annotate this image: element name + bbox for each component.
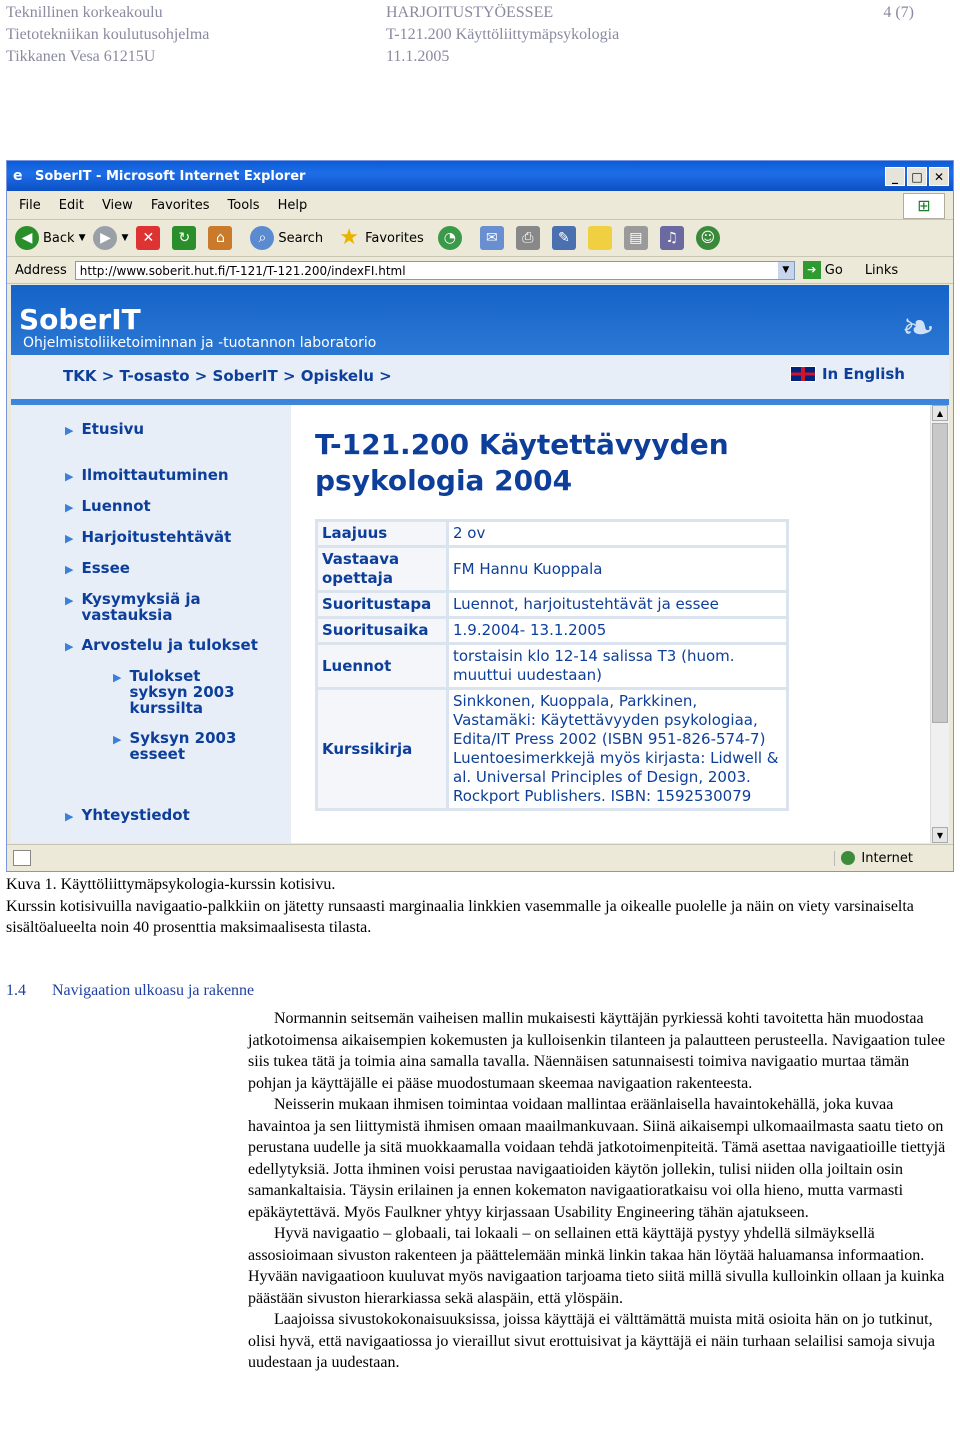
- table-row: [318, 690, 786, 808]
- page-icon: [13, 850, 31, 866]
- mail-button[interactable]: [480, 226, 508, 250]
- arrow-right-icon: ▶: [65, 532, 74, 545]
- breadcrumb-bar: [11, 355, 949, 399]
- sidebar-item-kysymyksia[interactable]: [65, 591, 235, 623]
- info-key: Suoritustapa: [318, 593, 446, 616]
- info-value: FM Hannu Kuoppala: [449, 548, 786, 590]
- media-icon: ♫: [660, 226, 684, 250]
- history-icon: ◔: [438, 226, 462, 250]
- nav-label: Etusivu: [81, 420, 145, 438]
- menu-file[interactable]: File: [19, 197, 41, 213]
- window-titlebar: [7, 161, 953, 191]
- sidebar-item-luennot[interactable]: [65, 498, 151, 514]
- book-extra: Luentoesimerkkejä myös kirjasta: Lidwell & al. Universal Principles of Design, 2003. Rockport Publishers. ISBN: 1592530079: [453, 749, 779, 805]
- main-content: [291, 405, 931, 843]
- course-title: [315, 427, 729, 499]
- header-date: 11.1.2005: [386, 48, 450, 65]
- site-banner: [11, 285, 949, 405]
- research-icon: ▤: [624, 226, 648, 250]
- search-icon: ⌕: [250, 226, 274, 250]
- section-heading: [6, 982, 254, 1000]
- go-button[interactable]: [803, 261, 843, 279]
- links-button[interactable]: Links: [864, 262, 899, 278]
- table-row: [318, 548, 786, 590]
- note-icon: [588, 226, 612, 250]
- uk-flag-icon: [790, 366, 816, 382]
- address-bar: [7, 257, 953, 284]
- nav-label: Kysymyksiä ja vastauksia: [81, 590, 201, 624]
- refresh-button[interactable]: [172, 226, 200, 250]
- arrow-right-icon: ▶: [65, 501, 74, 514]
- info-key: Suoritusaika: [318, 619, 446, 642]
- section-title: Navigaation ulkoasu ja rakenne: [52, 982, 255, 999]
- sidebar-item-ilmoittautuminen[interactable]: [65, 467, 229, 483]
- section-body: [248, 1008, 956, 1374]
- in-english-link[interactable]: [790, 365, 905, 383]
- window-title: SoberIT - Microsoft Internet Explorer: [35, 168, 306, 184]
- back-arrow-icon: ◀: [15, 226, 39, 250]
- star-icon: ★: [339, 225, 359, 250]
- go-label: Go: [824, 262, 843, 278]
- info-key: Kurssikirja: [318, 690, 446, 808]
- page-header: [6, 2, 954, 68]
- page-viewport: [11, 285, 949, 843]
- forward-arrow-icon: ▶: [93, 226, 117, 250]
- course-info-table: [315, 519, 789, 811]
- arrow-right-icon: ▶: [65, 640, 74, 653]
- section-number: 1.4: [6, 982, 26, 999]
- arrow-right-icon: ▶: [113, 733, 122, 746]
- edit-icon: ✎: [552, 226, 576, 250]
- header-left: [6, 2, 209, 68]
- search-button[interactable]: [250, 226, 323, 250]
- globe-icon: [841, 851, 855, 865]
- header-page-number: [883, 2, 914, 24]
- arrow-right-icon: ▶: [113, 671, 122, 684]
- menu-help[interactable]: Help: [277, 197, 308, 213]
- nav-label: Syksyn 2003 esseet: [129, 729, 237, 763]
- nav-label: Essee: [81, 559, 130, 577]
- ie-icon: e: [13, 168, 23, 184]
- menu-edit[interactable]: Edit: [58, 197, 84, 213]
- nav-label: Arvostelu ja tulokset: [81, 636, 258, 654]
- status-bar: [7, 844, 953, 871]
- nav-label: Luennot: [81, 497, 151, 515]
- search-label: Search: [278, 230, 324, 246]
- print-icon: ⎙: [516, 226, 540, 250]
- arrow-right-icon: ▶: [65, 594, 74, 607]
- info-value: torstaisin klo 12-14 salissa T3 (huom. muuttui uudestaan): [449, 645, 786, 687]
- zone-label: Internet: [861, 850, 913, 866]
- stop-icon: ✕: [136, 226, 160, 250]
- paragraph: Neisserin mukaan ihmisen toimintaa voidaan mallintaa eräänlaisella havaintokehällä, joka kuvaa havaintoa ja sen liittymistä ihmisen omaan maailmankuvaan. Siinä aikaisempi ulkomaailmasta saatu tieto on perustana uudelle ja sitä muokkaamalla voidaan tehdä jatkotoimenpiteitä. Tämä asettaa navigaatioille tiettyjä edellytyksiä. Jotta ihminen voisi perustaa navigaatioiden käytön jollekin, tulisi niiden olla joiltain osin samankaltaisia. Täysin erilainen ja ennen kokematon navigaatioratkaisu voi olla hieno, mutta varmasti epäkäytettävä. Myös Faulkner yhtyy kirjassaan Usability Engineering tähän ajatukseen.: [248, 1096, 946, 1221]
- info-value: Luennot, harjoitustehtävät ja essee: [449, 593, 786, 616]
- favorites-label: Favorites: [365, 230, 424, 246]
- edit-button[interactable]: [552, 226, 580, 250]
- site-subtitle: Ohjelmistoliiketoiminnan ja -tuotannon laboratorio: [23, 335, 377, 351]
- site-logo: SoberIT: [19, 303, 141, 336]
- nav-label: Tulokset syksyn 2003 kurssilta: [129, 667, 235, 717]
- home-button[interactable]: [208, 226, 236, 250]
- book-main: Sinkkonen, Kuoppala, Parkkinen, Vastamäki: Käytettävyyden psykologiaa, Edita/IT Press 2002 (ISBN 951-826-574-7): [453, 692, 766, 748]
- windows-logo-icon: ⊞: [903, 193, 945, 219]
- history-button[interactable]: [438, 226, 466, 250]
- info-key: Vastaava opettaja: [318, 548, 446, 590]
- minimize-button[interactable]: _: [885, 167, 905, 186]
- info-value: [449, 690, 786, 808]
- arrow-right-icon: ▶: [65, 563, 74, 576]
- feather-logo-icon: ❧: [901, 305, 935, 351]
- paragraph: Laajoissa sivustokokonaisuuksissa, joissa käyttäjä ei välttämättä muista mitä osioita hän on jo tutkinut, olisi hyvä, että navigaatiossa jo vieraillut sivut erottuisivat ja käyttäjä ei näin turhaan selailisi samoja sivuja uudestaan ja uudestaan.: [248, 1311, 935, 1371]
- address-input[interactable]: [75, 261, 795, 280]
- menu-bar: [7, 191, 953, 220]
- address-url: http://www.soberit.hut.fi/T-121/T-121.200/indexFI.html: [79, 263, 406, 278]
- sidebar-item-harjoitustehtavat[interactable]: [65, 529, 231, 545]
- info-value: 2 ov: [449, 522, 786, 545]
- table-row: [318, 619, 786, 642]
- paragraph: Hyvä navigaatio – globaali, tai lokaali – on sellainen että käyttäjä pystyy yhdellä silmäyksellä assosioimaan sivuston rakenteen ja päättelemään minkä linkin takaa hän löytää haluamansa informaation. Hyvään navigaatioon kuuluvat myös navigaation tarjoama tieto siitä millä sivulla kulloinkin ollaan ja kuinka päästään sivuston hierarkiassa sekä alaspäin, että ylöspäin.: [248, 1225, 945, 1307]
- header-middle: [386, 2, 619, 68]
- browser-screenshot: [6, 160, 954, 872]
- mail-icon: ✉: [480, 226, 504, 250]
- figure-caption-block: [6, 874, 946, 939]
- browser-toolbar: [7, 220, 953, 257]
- in-english-label: In English: [821, 365, 905, 383]
- figure-description: Kurssin kotisivuilla navigaatio-palkkiin on jätetty runsaasti marginaalia linkkien vasemmalle ja oikealle puolelle ja näin on viety varsinaiselta sisältöalueelta noin 40 prosenttia maksimaalisesta tilasta.: [6, 897, 914, 936]
- vertical-scrollbar[interactable]: [930, 405, 949, 843]
- address-label: Address: [15, 262, 67, 278]
- info-value: 1.9.2004- 13.1.2005: [449, 619, 786, 642]
- arrow-right-icon: ▶: [65, 470, 74, 483]
- nav-label: Yhteystiedot: [81, 806, 190, 824]
- header-doc-type: HARJOITUSTYÖESSEE: [386, 4, 554, 21]
- table-row: [318, 645, 786, 687]
- back-label: Back: [43, 230, 75, 246]
- stop-button[interactable]: [136, 226, 164, 250]
- research-button[interactable]: [624, 226, 652, 250]
- header-course: T-121.200 Käyttöliittymäpsykologia: [386, 26, 620, 43]
- print-button[interactable]: [516, 226, 544, 250]
- page-number: 4 (7): [883, 4, 914, 21]
- sidebar-item-esseet-2003[interactable]: [113, 730, 253, 762]
- home-icon: ⌂: [208, 226, 232, 250]
- figure-caption: Kuva 1. Käyttöliittymäpsykologia-kurssin kotisivu.: [6, 876, 336, 893]
- course-title-line2: psykologia 2004: [315, 464, 573, 497]
- favorites-button[interactable]: [337, 226, 424, 250]
- messenger-button[interactable]: [696, 226, 724, 250]
- messenger-icon: ☺: [696, 226, 720, 250]
- sidebar-item-tulokset-2003[interactable]: [113, 668, 253, 716]
- table-row: [318, 522, 786, 545]
- forward-button[interactable]: ▶ ▼: [93, 226, 128, 250]
- sidebar-item-essee[interactable]: [65, 560, 130, 576]
- menu-view[interactable]: View: [101, 197, 133, 213]
- arrow-right-icon: ▶: [65, 810, 74, 823]
- arrow-right-icon: ▶: [65, 424, 74, 437]
- course-title-line1: T-121.200 Käytettävyyden: [315, 428, 729, 461]
- close-button[interactable]: ✕: [929, 167, 949, 186]
- header-author: Tikkanen Vesa 61215U: [6, 48, 156, 65]
- scroll-thumb[interactable]: [932, 423, 948, 723]
- breadcrumb[interactable]: TKK > T-osasto > SoberIT > Opiskelu >: [63, 367, 392, 385]
- paragraph: Normannin seitsemän vaiheisen mallin mukaisesti käyttäjän pyrkiessä kohti tavoitetta hän muodostaa jatkotoimensa aikaisempien kokemusten ja kulloisenkin tilanteen ja palautteen perusteella. Navigaation tulee siis tukea tätä ja toimia aina samalla tavalla. Näennäisen satunnaisesti toimiva navigaatio murtaa tämän pohjan ja käyttäjälle ei pääse muodostumaan skeemaa navigaation rakenteesta.: [248, 1010, 946, 1092]
- menu-favorites[interactable]: Favorites: [150, 197, 210, 213]
- go-arrow-icon: ➔: [803, 261, 821, 279]
- info-key: Laajuus: [318, 522, 446, 545]
- sidebar-item-yhteystiedot[interactable]: [65, 807, 190, 823]
- sidebar-nav: [11, 405, 291, 843]
- discuss-button[interactable]: [588, 226, 616, 250]
- security-zone: [834, 851, 913, 866]
- sidebar-item-etusivu[interactable]: [65, 421, 144, 437]
- chevron-down-icon[interactable]: ▼: [778, 262, 794, 279]
- header-university: Teknillinen korkeakoulu: [6, 4, 163, 21]
- scroll-down-icon[interactable]: ▼: [932, 827, 948, 843]
- sidebar-item-arvostelu[interactable]: [65, 637, 258, 653]
- info-key: Luennot: [318, 645, 446, 687]
- table-row: [318, 593, 786, 616]
- menu-tools[interactable]: Tools: [227, 197, 260, 213]
- media-button[interactable]: [660, 226, 688, 250]
- nav-label: Harjoitustehtävät: [81, 528, 232, 546]
- header-program: Tietotekniikan koulutusohjelma: [6, 26, 210, 43]
- refresh-icon: ↻: [172, 226, 196, 250]
- scroll-up-icon[interactable]: ▲: [932, 405, 948, 421]
- nav-label: Ilmoittautuminen: [81, 466, 229, 484]
- back-button[interactable]: ◀ Back ▼: [15, 226, 85, 250]
- maximize-button[interactable]: □: [907, 167, 927, 186]
